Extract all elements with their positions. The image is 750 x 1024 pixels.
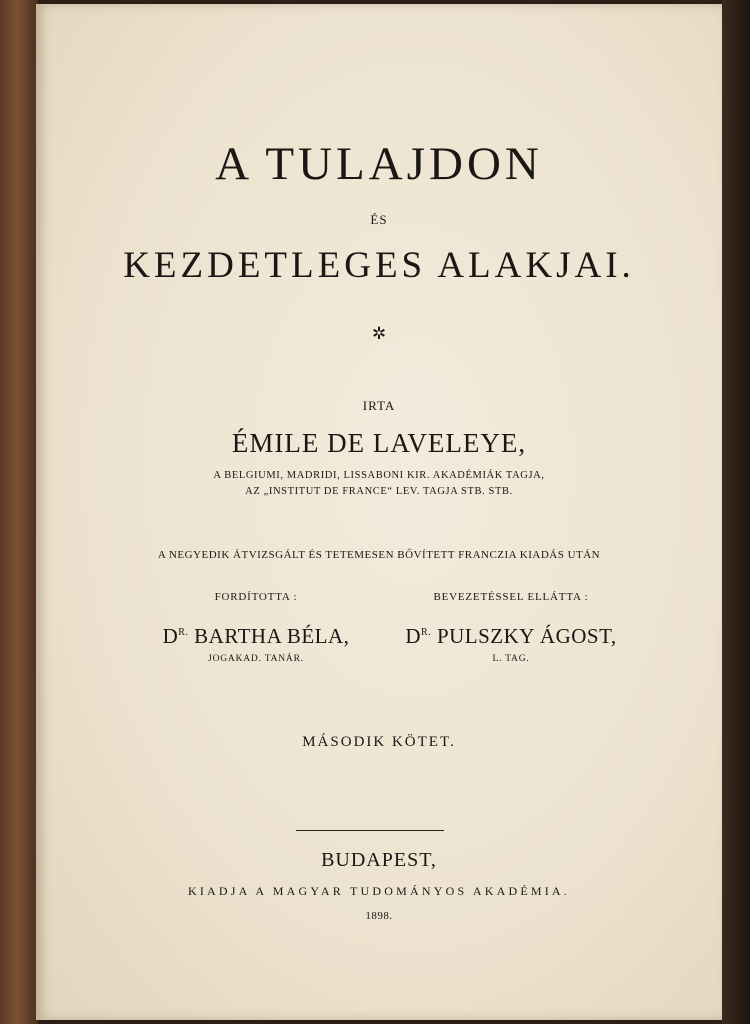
translator-name: $D^{R.}$ BARTHA BÉLA, [162, 624, 350, 648]
introducer-role: BEVEZETÉSSEL ELLÁTTA : [433, 591, 589, 603]
introducer-name: $D^{R.}$ PULSZKY ÁGOST, [405, 624, 617, 648]
imprint-year: 1898. [365, 910, 393, 922]
author-affiliation-2: AZ „INSTITUT DE FRANCE“ LEV. TAGJA STB. STB. [245, 486, 513, 497]
title-line-1: A TULAJDON [215, 138, 543, 190]
title-line-2: KEZDETLEGES ALAKJAI. [123, 245, 635, 286]
translator-title: JOGAKAD. TANÁR. [208, 654, 304, 664]
title-page [36, 4, 722, 1020]
imprint-publisher: KIADJA A MAGYAR TUDOMÁNYOS AKADÉMIA. [187, 884, 570, 898]
divider-rule [296, 830, 444, 831]
edition-note: A NEGYEDIK ÁTVIZSGÁLT ÉS TETEMESEN BŐVÍTETT FRANCZIA KIADÁS UTÁN [157, 549, 601, 561]
author-affiliation-1: A BELGIUMI, MADRIDI, LISSABONI KIR. AKADÉMIÁK TAGJA, [213, 470, 545, 481]
author-name: ÉMILE DE LAVELEYE, [231, 428, 527, 458]
imprint-city: BUDAPEST, [321, 849, 437, 871]
page-edge-shadow [722, 0, 750, 1024]
ornament-star-icon: ✲ [371, 324, 387, 343]
volume-label: MÁSODIK KÖTET. [302, 734, 456, 750]
author-by-label: IRTA [362, 398, 396, 413]
translator-role: FORDÍTOTTA : [214, 591, 298, 603]
introducer-title: L. TAG. [492, 654, 530, 664]
book-spine [0, 0, 38, 1024]
title-conjunction: ÉS [370, 212, 388, 227]
